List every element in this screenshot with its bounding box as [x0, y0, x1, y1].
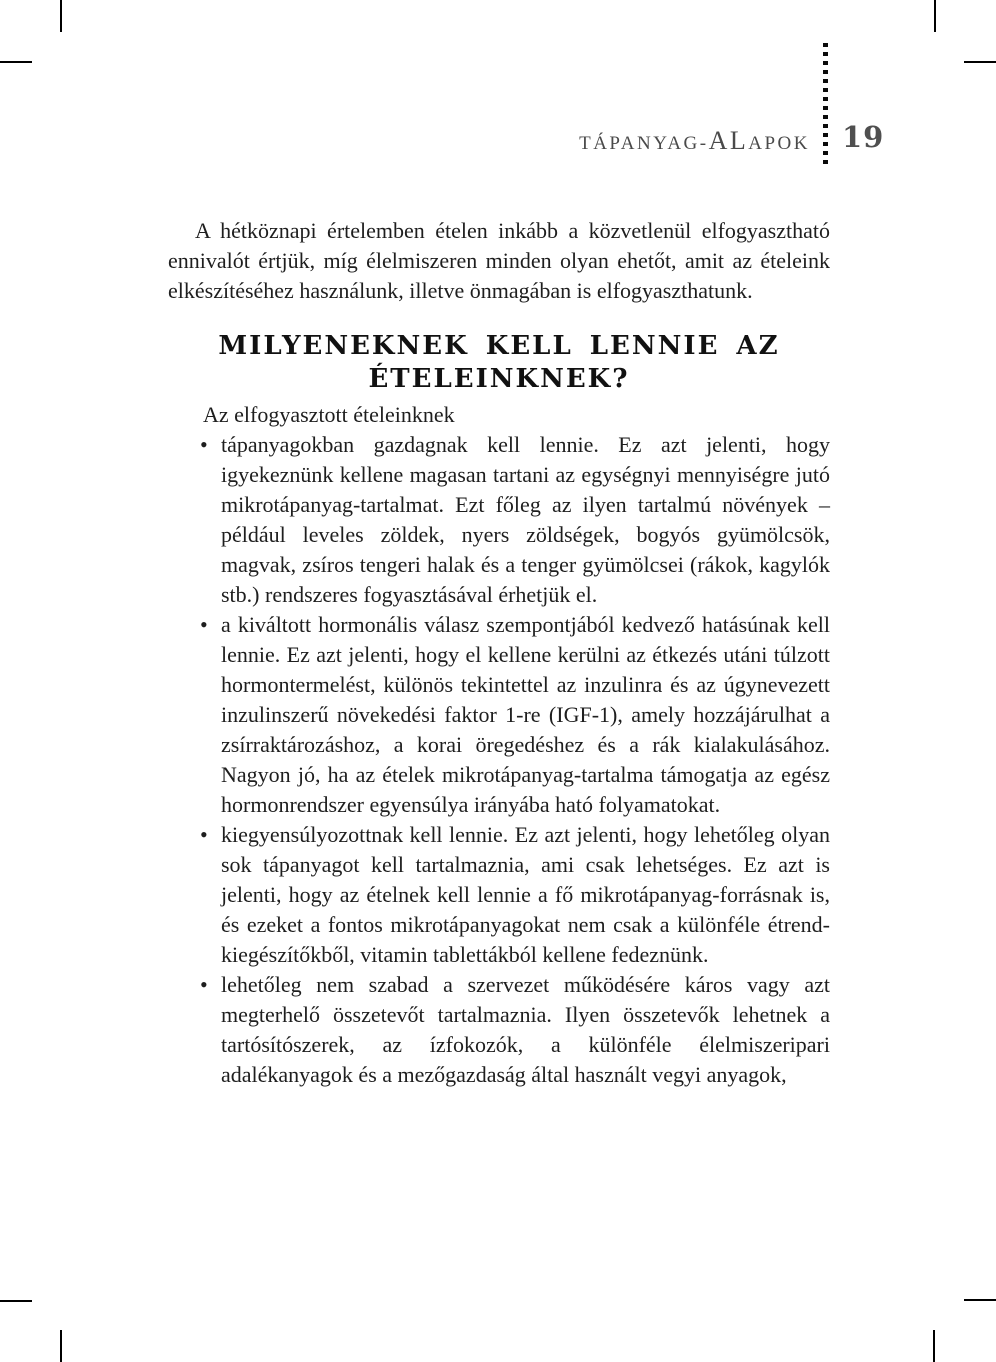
section-heading-line1: MILYENEKNEK KELL LENNIE AZ: [218, 331, 780, 361]
crop-mark-top-left-vertical: [60, 0, 62, 32]
list-item: [168, 430, 830, 610]
bullet-icon: •: [200, 432, 208, 457]
running-header-chapter-title: [579, 126, 810, 156]
list-item-text: tápanyagokban gazdagnak kell lennie. Ez azt jelenti, hogy igyekeznünk kellene magasan tartani az egységnyi mennyiségre jutó mikrotápanyag-tartalmat. Ezt főleg az ilyen tartalmú növények – például leveles zöldek, nyers zöldségek, bogyós gyümölcsök, magvak, zsíros tengeri halak és a tenger gyümölcsei (rákok, kagylók stb.) rendszeres fogyasztásával érhetjük el.: [221, 432, 830, 607]
crop-mark-bottom-left-horizontal: [0, 1300, 32, 1302]
page-number: 19: [842, 120, 885, 154]
crop-mark-bottom-left-vertical: [60, 1330, 62, 1362]
list-item: [168, 610, 830, 820]
crop-mark-bottom-right-horizontal: [964, 1299, 996, 1301]
section-heading-line2: ÉTELEINKNEK?: [368, 364, 630, 394]
header-dotted-divider: [823, 43, 828, 164]
chapter-title-emphasis: AL: [708, 126, 749, 155]
list-item-text: kiegyensúlyozottnak kell lennie. Ez azt jelenti, hogy lehetőleg olyan sok tápanyagot kell tartalmaznia, ami csak lehetséges. Ez azt is jelenti, hogy az ételnek kell lennie a fő mikrotápanyag-forrásnak is, és ezeket a fontos mikrotápanyagokat nem csak a különféle étrend-kiegészítőkből, vitamin tablettákból kellene fedeznünk.: [221, 822, 830, 967]
crop-mark-top-right-vertical: [934, 0, 936, 32]
bullet-icon: •: [200, 822, 208, 847]
text-column: [168, 216, 830, 1090]
section-heading: [168, 330, 830, 396]
bullet-list-lead: Az elfogyasztott ételeinknek: [203, 402, 455, 427]
bullet-list: [168, 430, 830, 1090]
list-item-text: a kiváltott hormonális válasz szempontjából kedvező hatásúnak kell lennie. Ez azt jelenti, hogy el kellene kerülni az étkezés utáni túlzott hormontermelést, különös tekintettel az inzulinra és az úgynevezett inzulinszerű növekedési faktor 1-re (IGF-1), amely hozzájárulhat a zsírraktározáshoz, a korai öregedéshez és a rák kialakulásához. Nagyon jó, ha az ételek mikrotápanyag-tartalma támogatja az egész hormonrendszer egyensúlya irányába ható folyamatokat.: [221, 612, 830, 817]
chapter-title-suffix: APOK: [748, 133, 810, 154]
list-item: [168, 970, 830, 1090]
bullet-icon: •: [200, 972, 208, 997]
intro-paragraph: A hétköznapi értelemben ételen inkább a közvetlenül elfogyasztható ennivalót értjük, míg élelmiszeren minden olyan ehetőt, amit az ételeink elkészítéséhez használunk, illetve önmagában is elfogyaszthatunk.: [168, 218, 830, 303]
chapter-title-prefix: TÁPANYAG-: [579, 133, 709, 154]
list-item-text: lehetőleg nem szabad a szervezet működésére káros vagy azt megterhelő összetevőt tartalmaznia. Ilyen összetevők lehetnek a tartósítószerek, az ízfokozók, a különféle élelmiszeripari adalékanyagok és a mezőgazdaság által használt vegyi anyagok,: [221, 972, 830, 1087]
bullet-icon: •: [200, 612, 208, 637]
crop-mark-top-left-horizontal: [0, 61, 32, 63]
crop-mark-bottom-right-vertical: [933, 1330, 935, 1362]
list-item: [168, 820, 830, 970]
crop-mark-top-right-horizontal: [964, 61, 996, 63]
